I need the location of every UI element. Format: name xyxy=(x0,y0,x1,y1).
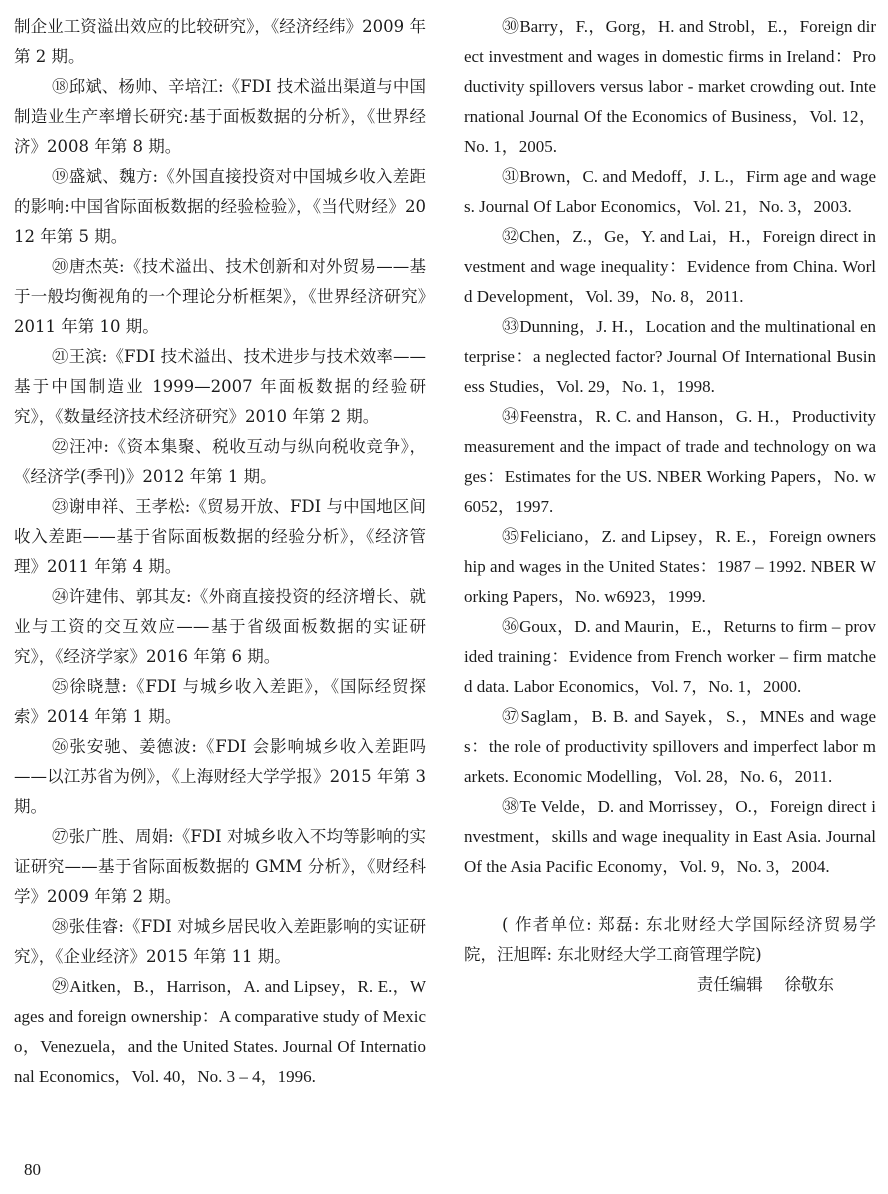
reference-item: 制企业工资溢出效应的比较研究》，《经济经纬》2009 年第 2 期。 xyxy=(14,17,426,66)
reference-item: ㊱Goux，D. and Maurin，E.，Returns to firm – provided training：Evidence from French worker – firm matched data. Labor Economics，Vol. 7，No. 1，2000. xyxy=(464,617,876,696)
references-left-column xyxy=(14,12,426,1092)
reference-item: ㉗张广胜、周娟:《FDI 对城乡收入不均等影响的实证研究——基于省际面板数据的 GMM 分析》，《财经科学》2009 年第 2 期。 xyxy=(14,827,426,906)
reference-item: ㉓谢申祥、王孝松:《贸易开放、FDI 与中国地区间收入差距——基于省际面板数据的经验分析》，《经济管理》2011 年第 4 期。 xyxy=(14,497,426,576)
references-right-column xyxy=(464,12,876,1000)
reference-item: ㉞Feenstra，R. C. and Hanson，G. H.，Productivity measurement and the impact of trade and technology on wages：Estimates for the US. NBER Working Papers，No. w6052，1997. xyxy=(464,407,876,516)
reference-item: ㉜Chen，Z.，Ge，Y. and Lai，H.，Foreign direct investment and wage inequality：Evidence from China. World Development，Vol. 39，No. 8，2011. xyxy=(464,227,876,306)
reference-item: ㉒汪冲:《资本集聚、税收互动与纵向税收竞争》，《经济学(季刊)》2012 年第 1 期。 xyxy=(14,437,426,486)
reference-item: ㊲Saglam，B. B. and Sayek，S.，MNEs and wages：the role of productivity spillovers and imperfect labor markets. Economic Modelling，Vol. 28，No. 6，2011. xyxy=(464,707,876,786)
reference-item: ㉟Feliciano，Z. and Lipsey，R. E.，Foreign ownership and wages in the United States：1987 – 1992. NBER Working Papers，No. w6923，1999. xyxy=(464,527,876,606)
reference-item: ㉛Brown，C. and Medoff，J. L.，Firm age and wages. Journal Of Labor Economics，Vol. 21，No. 3，2003. xyxy=(464,167,876,216)
reference-item: ㉘张佳睿:《FDI 对城乡居民收入差距影响的实证研究》，《企业经济》2015 年第 11 期。 xyxy=(14,917,426,966)
page-number: 80 xyxy=(24,1160,41,1179)
reference-item: ㊳Te Velde，D. and Morrissey，O.，Foreign direct investment，skills and wage inequality in East Asia. Journal Of the Asia Pacific Economy，Vol. 9，No. 3，2004. xyxy=(464,797,876,876)
responsible-editor: 责任编辑 徐敬东 xyxy=(696,975,834,994)
reference-item: ㉖张安驰、姜德波:《FDI 会影响城乡收入差距吗——以江苏省为例》，《上海财经大学学报》2015 年第 3 期。 xyxy=(14,737,426,816)
reference-item: ⑳唐杰英:《技术溢出、技术创新和对外贸易——基于一般均衡视角的一个理论分析框架》，《世界经济研究》2011 年第 10 期。 xyxy=(14,257,426,336)
reference-item: ⑲盛斌、魏方:《外国直接投资对中国城乡收入差距的影响:中国省际面板数据的经验检验》，《当代财经》2012 年第 5 期。 xyxy=(14,167,426,246)
reference-item: ⑱邱斌、杨帅、辛培江:《FDI 技术溢出渠道与中国制造业生产率增长研究:基于面板数据的分析》，《世界经济》2008 年第 8 期。 xyxy=(14,77,426,156)
reference-item: ㉙Aitken，B.，Harrison，A. and Lipsey，R. E.，Wages and foreign ownership：A comparative study of Mexico，Venezuela，and the United States. Journal Of International Economics，Vol. 40，No. 3 – 4，1996. xyxy=(14,977,426,1086)
reference-item: ㉕徐晓慧:《FDI 与城乡收入差距》，《国际经贸探索》2014 年第 1 期。 xyxy=(14,677,426,726)
reference-item: ㉚Barry，F.，Gorg，H. and Strobl，E.，Foreign direct investment and wages in domestic firms in Ireland：Productivity spillovers versus labor - market crowding out. International Journal Of the Economics of Business，Vol. 12，No. 1，2005. xyxy=(464,17,876,156)
reference-item: ㉑王滨:《FDI 技术溢出、技术进步与技术效率——基于中国制造业 1999—2007 年面板数据的经验研究》，《数量经济技术经济研究》2010 年第 2 期。 xyxy=(14,347,426,426)
reference-item: ㉔许建伟、郭其友:《外商直接投资的经济增长、就业与工资的交互效应——基于省级面板数据的实证研究》，《经济学家》2016 年第 6 期。 xyxy=(14,587,426,666)
reference-item: ㉝Dunning，J. H.，Location and the multinational enterprise：a neglected factor? Journal Of International Business Studies，Vol. 29，No. 1，1998. xyxy=(464,317,876,396)
author-affiliation: ( 作者单位: 郑磊: 东北财经大学国际经济贸易学院，汪旭晖: 东北财经大学工商管理学院) xyxy=(464,915,876,964)
